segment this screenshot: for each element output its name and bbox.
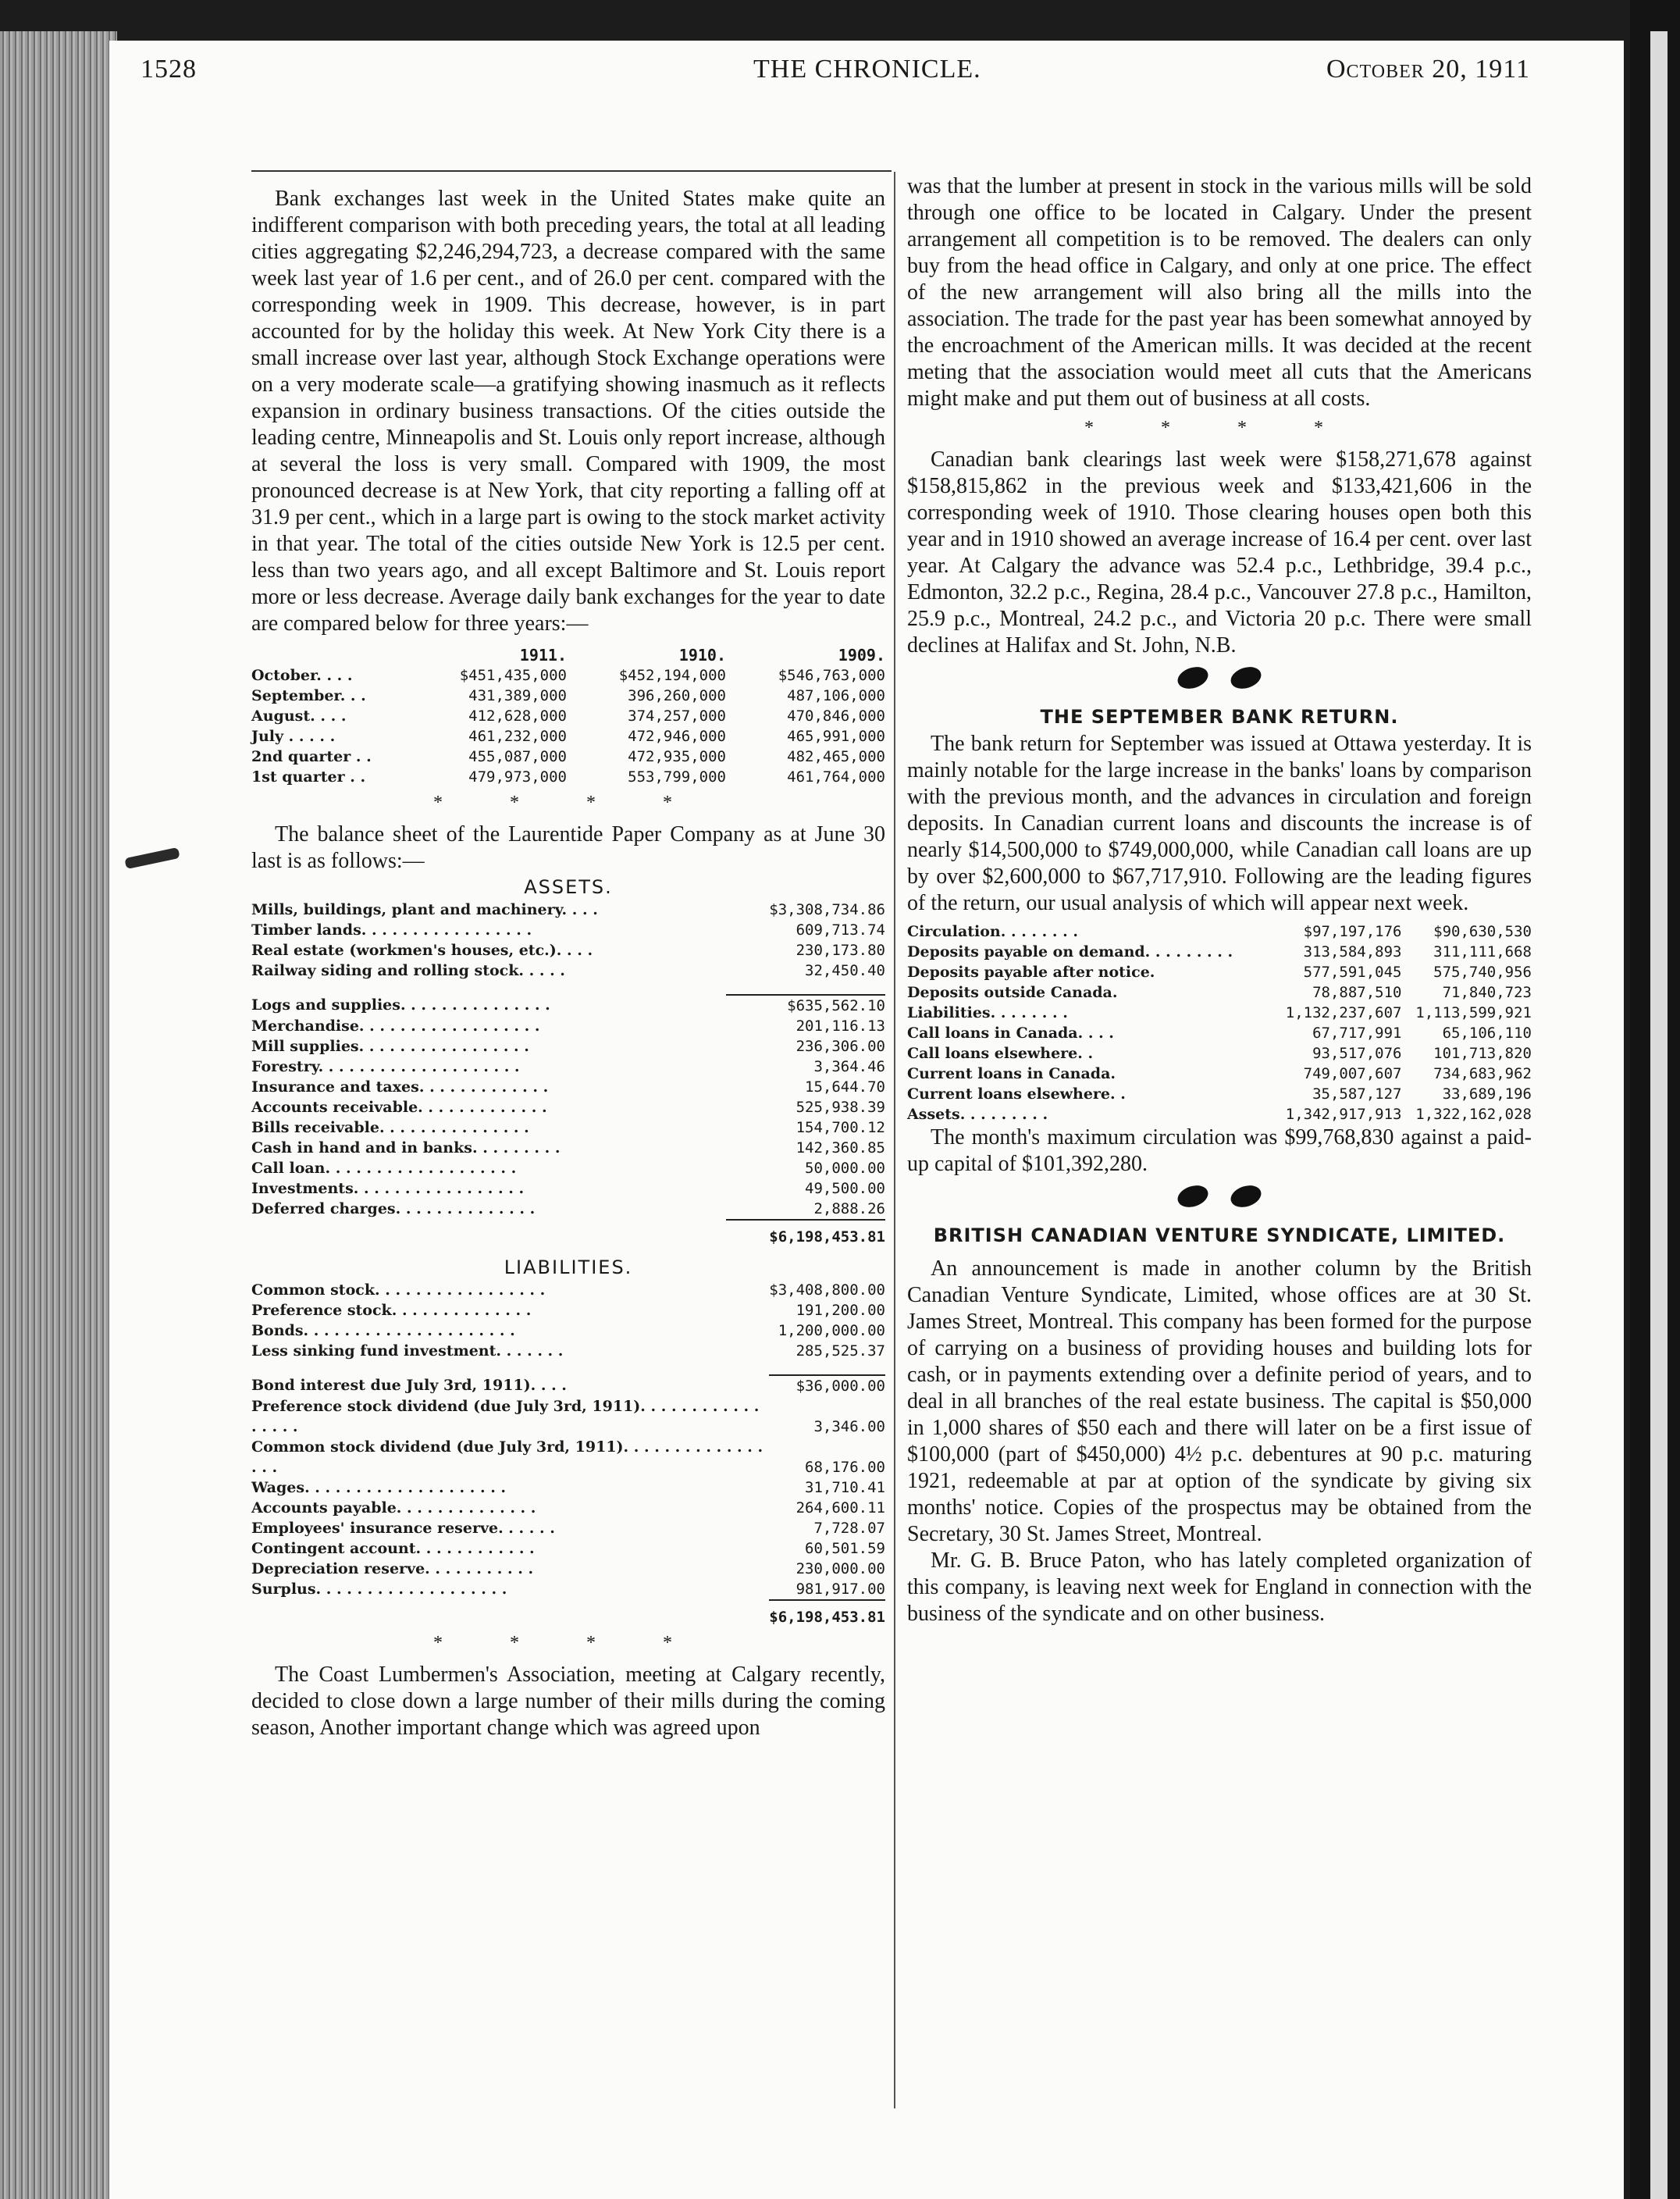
col-1910: 1910.	[678, 646, 726, 665]
table-row: Depreciation reserve. . . . . . . . . . . 230,000.00	[251, 1560, 885, 1577]
assets-heading: ASSETS.	[524, 876, 613, 898]
table-row: 2nd quarter . . 455,087,000 472,935,000 482,465,000	[251, 748, 885, 765]
table-row: Insurance and taxes. . . . . . . . . . . . . 15,644.70	[251, 1078, 885, 1096]
table-row: Deposits outside Canada. 78,887,510 71,840,723	[907, 984, 1532, 1001]
table-row: Bonds. . . . . . . . . . . . . . . . . . . . . 1,200,000.00	[251, 1322, 885, 1339]
col-1909: 1909.	[838, 646, 885, 665]
laurentide-intro: The balance sheet of the Laurentide Paper Company as at June 30 last is as follows:—	[251, 822, 885, 873]
table-row: Less sinking fund investment. . . . . . . 285,525.37	[251, 1342, 885, 1360]
clearings-paragraph: Canadian bank clearings last week were $158,271,678 against $158,815,862 in the previous week and $133,421,606 in the corresponding week of 1910. Those clearing houses open both this year and in 1910 showed an average increase of 16.4 per cent. over last year. At Calgary the advance was 52.4 p.c., Lethbridge, 39.4 p.c., Edmonton, 32.2 p.c., Regina, 28.4 p.c., Vancouver 27.8 p.c., Hamilton, 25.9 p.c., Montreal, 24.2 p.c., and Victoria 20 p.c. There were small declines at Halifax and St. John, N.B.	[907, 447, 1532, 658]
top-rule	[251, 170, 892, 172]
syndicate-heading: BRITISH CANADIAN VENTURE SYNDICATE, LIMITED.	[933, 1224, 1506, 1246]
table-row: Employees' insurance reserve. . . . . . 7,728.07	[251, 1520, 885, 1537]
right-binding	[1630, 0, 1680, 2199]
exchanges-table	[251, 645, 885, 787]
circulation-paragraph: The month's maximum circulation was $99,768,830 against a paid-up capital of $101,392,280.	[907, 1125, 1532, 1176]
table-row: Preference stock. . . . . . . . . . . . . . 191,200.00	[251, 1302, 885, 1319]
table-row: Wages. . . . . . . . . . . . . . . . . . . . 31,710.41	[251, 1479, 885, 1496]
exchanges-header-row	[251, 645, 885, 665]
publication-title: THE CHRONICLE.	[753, 55, 981, 84]
issue-date: October 20, 1911	[1326, 55, 1530, 84]
table-row: July . . . . . 461,232,000 472,946,000 465,991,000	[251, 728, 885, 745]
syndicate-paragraph: An announcement is made in another column by the British Canadian Venture Syndicate, Limited, whose offices are at 30 St. James Street, Montreal. This company has been formed for the purpose of carrying on a business of providing houses and building lots for cash, or in payments extending over a definite period of years, and to deal in all branches of the real estate business. The capital is $50,000 in 1,000 shares of $50 each and there will later on be a first issue of $100,000 (part of $450,000) 4½ p.c. debentures at 90 p.c. maturing 1921, redeemable at par at option of the syndicate by giving six months' notice. Copies of the prospectus may be obtained from the Secretary, 30 St. James Street, Montreal.	[907, 1256, 1532, 1546]
left-column	[251, 186, 885, 1741]
liabilities-total-row: $6,198,453.81	[251, 1600, 885, 1627]
table-row: Circulation. . . . . . . . $97,197,176 $90,630,530	[907, 923, 1532, 940]
table-row: August. . . . 412,628,000 374,257,000 470,846,000	[251, 707, 885, 725]
section-separator: * * * *	[433, 793, 703, 813]
page-number: 1528	[141, 55, 197, 84]
table-row: Current loans elsewhere. . 35,587,127 33,689,196	[907, 1085, 1532, 1103]
ornament-divider	[907, 1184, 1532, 1215]
bank-return-heading: THE SEPTEMBER BANK RETURN.	[1040, 706, 1399, 728]
table-row: Bills receivable. . . . . . . . . . . . . . . 154,700.12	[251, 1119, 885, 1136]
paton-paragraph: Mr. G. B. Bruce Paton, who has lately completed organization of this company, is leaving next week for England in connection with the business of the syndicate and on other business.	[907, 1549, 1532, 1626]
table-row: Accounts payable. . . . . . . . . . . . . . 264,600.11	[251, 1499, 885, 1516]
lumbermen-paragraph: The Coast Lumbermen's Association, meeting at Calgary recently, decided to close down a large number of their mills during the coming season, Another important change which was agreed upon	[251, 1663, 885, 1740]
table-row: Common stock. . . . . . . . . . . . . . . . . $3,408,800.00	[251, 1281, 885, 1299]
table-row: Accounts receivable. . . . . . . . . . . . . 525,938.39	[251, 1099, 885, 1116]
table-row: Investments. . . . . . . . . . . . . . . . . 49,500.00	[251, 1180, 885, 1197]
table-row: Cash in hand and in banks. . . . . . . . . 142,360.85	[251, 1139, 885, 1157]
table-row: Deposits payable on demand. . . . . . . . . 313,584,893 311,111,668	[907, 943, 1532, 961]
table-row: 1st quarter . . 479,973,000 553,799,000 461,764,000	[251, 768, 885, 786]
table-row: Call loans in Canada. . . . 67,717,991 65,106,110	[907, 1025, 1532, 1042]
table-row: Deposits payable after notice. 577,591,045 575,740,956	[907, 964, 1532, 981]
table-row: Call loan. . . . . . . . . . . . . . . . . . . 50,000.00	[251, 1160, 885, 1177]
assets-table	[251, 900, 885, 1247]
column-divider	[894, 172, 895, 2108]
bank-exchanges-paragraph: Bank exchanges last week in the United States make quite an indifferent comparison with both preceding years, the total at all leading cities aggregating $2,246,294,723, a decrease compared with the same week last year of 1.6 per cent., and of 26.0 per cent. compared with the corresponding week in 1909. This decrease, however, is in part accounted for by the holiday this week. At New York City there is a small increase over last year, although Stock Exchange operations were on a very moderate scale—a gratifying showing inasmuch as it reflects expansion in ordinary business transactions. Of the cities outside the leading centre, Minneapolis and St. Louis only report increase, although at several the loss is very small. Compared with 1909, the most pronounced decrease is at New York, that city reporting a falling off at 31.9 per cent., which in a large part is owing to the stock market activity in that year. The total of the cities outside New York is 12.5 per cent. less than two years ago, and all except Baltimore and St. Louis report more or less decrease. Average daily bank exchanges for the year to date are compared below for three years:—	[251, 187, 885, 636]
bank-return-paragraph: The bank return for September was issued at Ottawa yesterday. It is mainly notable for the large increase in the banks' loans by comparison with the previous month, and the advances in circulation and foreign deposits. In Canadian current loans and discounts the increase is of nearly $14,500,000 to $749,000,000, while Canadian call loans are up by over $2,600,000 to $67,717,910. Following are the leading figures of the return, our usual analysis of which will appear next week.	[907, 732, 1532, 915]
right-column	[907, 173, 1532, 1627]
book-page-edges	[0, 31, 117, 2199]
table-row: Call loans elsewhere. . 93,517,076 101,713,820	[907, 1045, 1532, 1062]
section-separator: * * * *	[433, 1633, 703, 1653]
table-row: Bond interest due July 3rd, 1911). . . . $36,000.00	[251, 1377, 885, 1395]
lumber-continuation: was that the lumber at present in stock in the various mills will be sold through one office to be located in Calgary. Under the present arrangement all competition is to be removed. The dealers can only buy from the head office in Calgary, and only at one price. The effect of the new arrangement will also bring all the mills into the association. The trade for the past year has been somewhat annoyed by the encroachment of the American mills. It was decided at the recent meting that the association would meet all cuts that the Americans might make and put them out of business at all costs.	[907, 174, 1532, 411]
table-row: Logs and supplies. . . . . . . . . . . . . . . $635,562.10	[251, 996, 885, 1014]
table-row: September. . . 431,389,000 396,260,000 487,106,000	[251, 687, 885, 704]
assets-total-row: $6,198,453.81	[251, 1220, 885, 1247]
ornament-divider	[907, 665, 1532, 697]
liabilities-heading: LIABILITIES.	[504, 1256, 633, 1278]
table-row: Forestry. . . . . . . . . . . . . . . . . . . . 3,364.46	[251, 1058, 885, 1075]
liabilities-table	[251, 1280, 885, 1627]
table-row: Deferred charges. . . . . . . . . . . . . . 2,888.26	[251, 1200, 885, 1217]
table-row: Merchandise. . . . . . . . . . . . . . . . . . 201,116.13	[251, 1018, 885, 1035]
table-row: Timber lands. . . . . . . . . . . . . . . . . 609,713.74	[251, 921, 885, 939]
table-row: Surplus. . . . . . . . . . . . . . . . . . . 981,917.00	[251, 1581, 885, 1598]
col-1911: 1911.	[519, 646, 567, 665]
table-row: Common stock dividend (due July 3rd, 1911). . . . . . . . . . . . . . . . . 68,176.00	[251, 1438, 885, 1476]
table-row: Liabilities. . . . . . . . 1,132,237,607 1,113,599,921	[907, 1004, 1532, 1021]
table-row: Assets. . . . . . . . . 1,342,917,913 1,322,162,028	[907, 1106, 1532, 1123]
page-header	[141, 55, 1530, 109]
bank-return-table	[907, 921, 1532, 1124]
table-row: Mill supplies. . . . . . . . . . . . . . . . . 236,306.00	[251, 1038, 885, 1055]
table-row: Mills, buildings, plant and machinery. . . . $3,308,734.86	[251, 901, 885, 918]
table-row: Current loans in Canada. 749,007,607 734,683,962	[907, 1065, 1532, 1082]
section-separator: * * * *	[1084, 418, 1354, 438]
table-row: October. . . . $451,435,000 $452,194,000 $546,763,000	[251, 667, 885, 684]
table-row: Contingent account. . . . . . . . . . . . 60,501.59	[251, 1540, 885, 1557]
table-row: Real estate (workmen's houses, etc.). . . . 230,173.80	[251, 942, 885, 959]
table-row: Railway siding and rolling stock. . . . . 32,450.40	[251, 962, 885, 979]
table-row: Preference stock dividend (due July 3rd, 1911). . . . . . . . . . . . . . . . . 3,346.00	[251, 1398, 885, 1435]
